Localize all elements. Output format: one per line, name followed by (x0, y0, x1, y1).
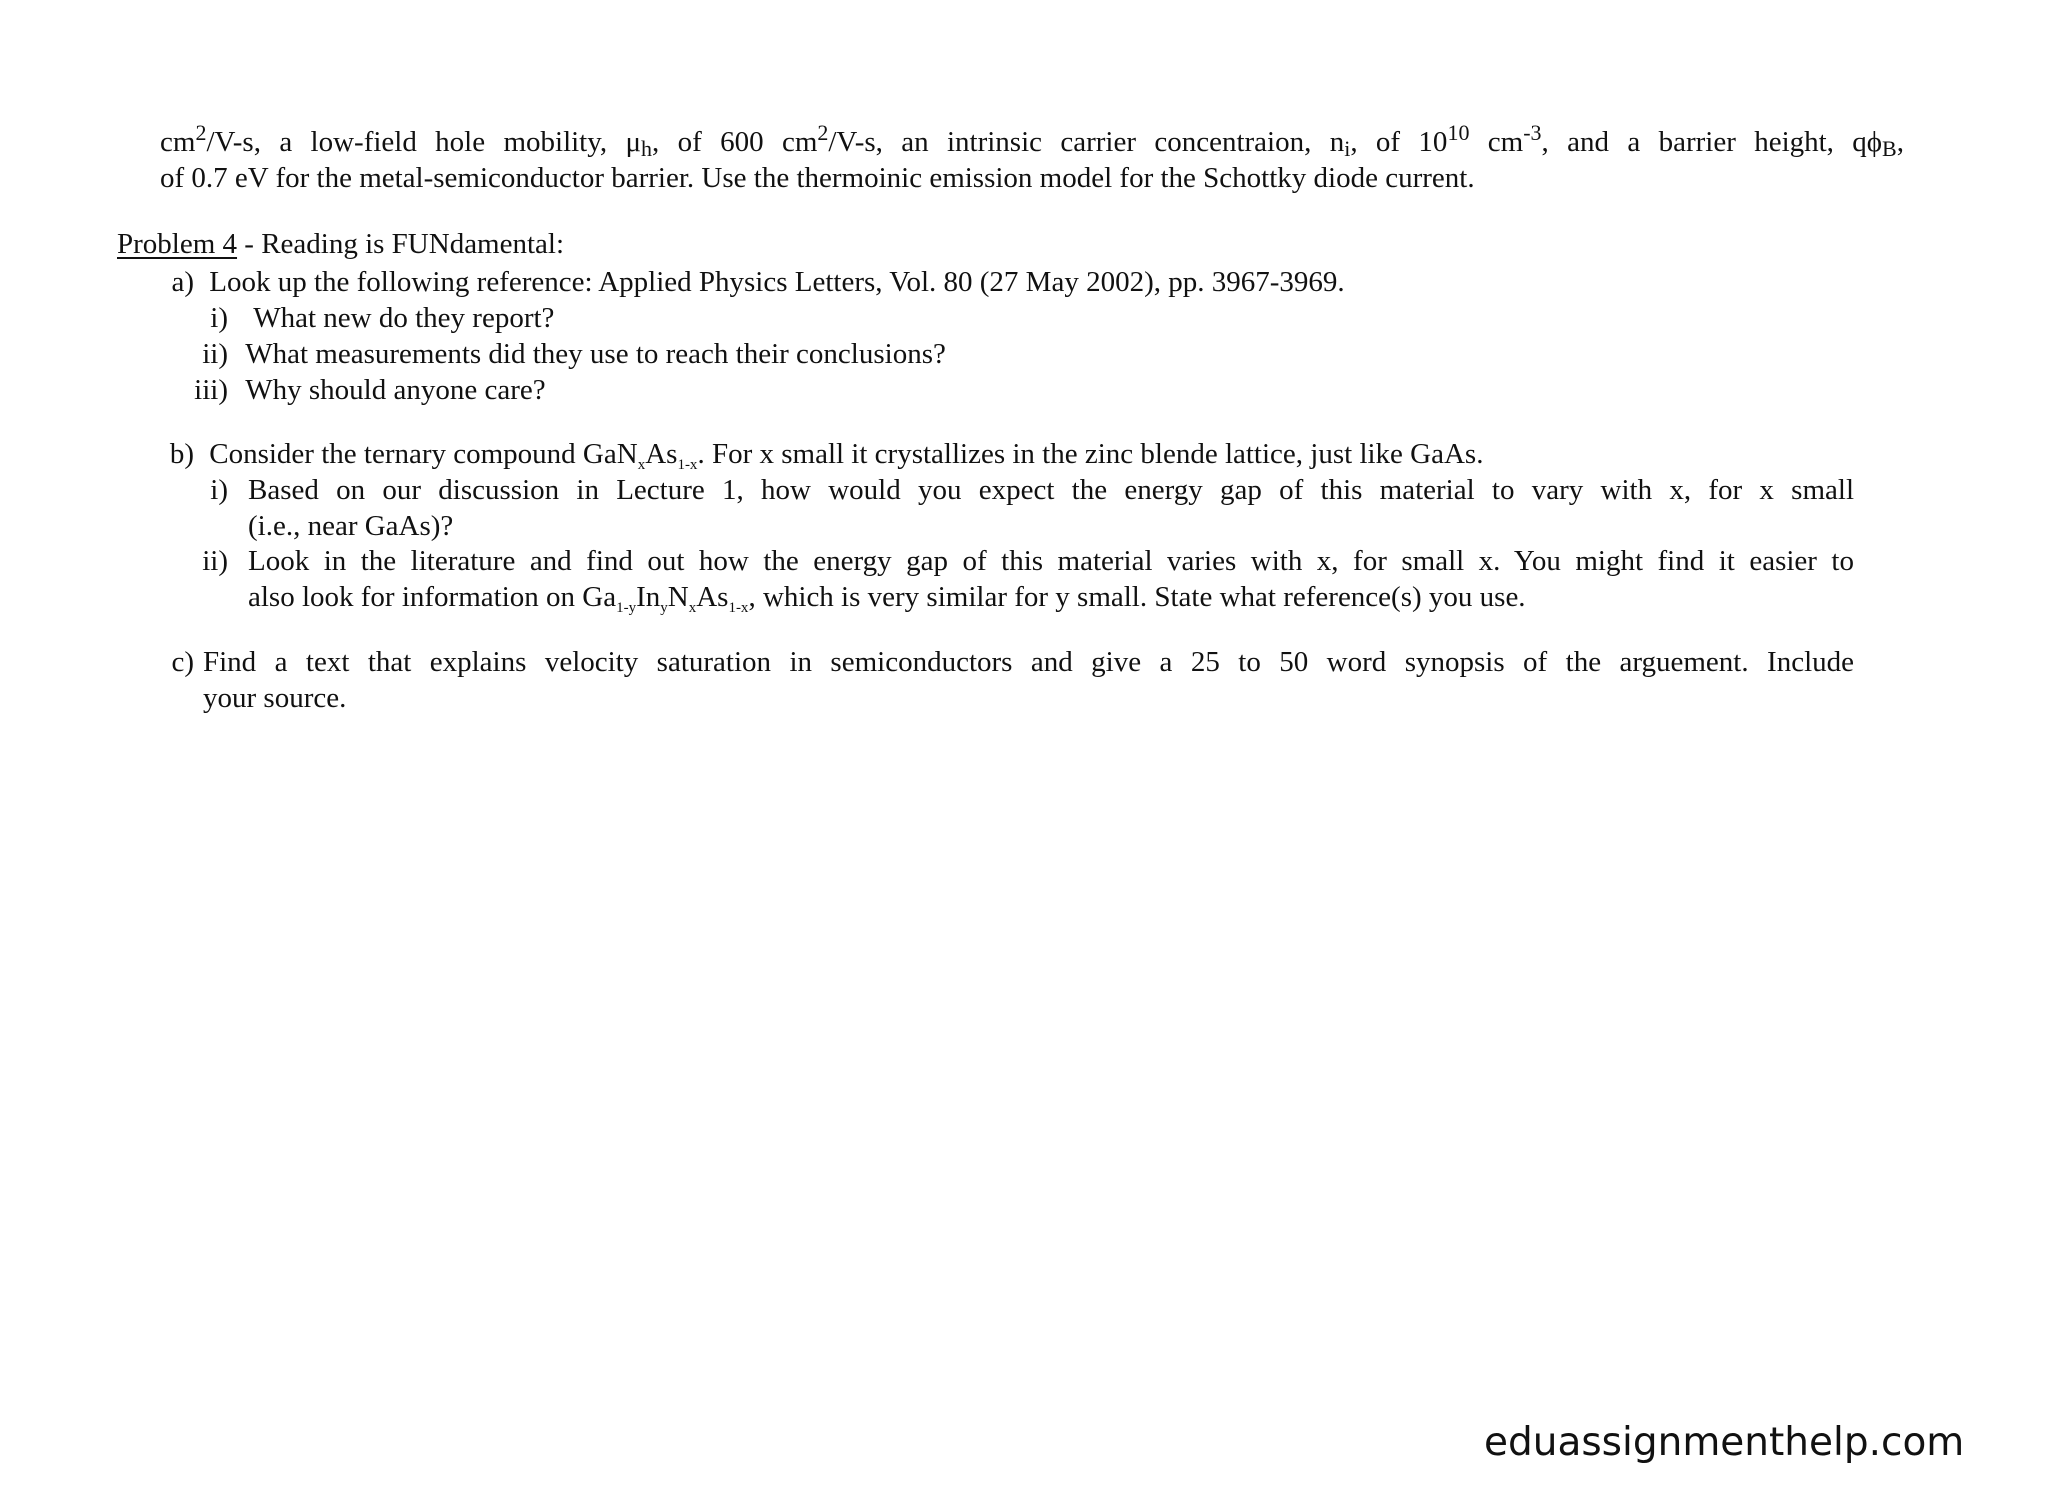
text-run: In (636, 581, 661, 613)
item-label: ii) (202, 545, 228, 577)
part-c-line-1: Find a text that explains velocity saturation in semiconductors and give a 25 to 50 word synopsis of the arguement. Include (203, 646, 1854, 678)
subscript: x (688, 600, 697, 616)
part-c-line-2: your source. (203, 682, 347, 714)
subscript: h (641, 136, 652, 161)
part-b-item-ii-line-1: Look in the literature and find out how the energy gap of this material varies with x, for small x. You might find it easier to (248, 545, 1854, 577)
item-label: iii) (194, 374, 228, 406)
text-run: As (696, 581, 729, 613)
part-a-item-ii (190, 336, 946, 372)
part-c (160, 644, 194, 680)
part-a-label: a) (171, 266, 194, 298)
intro-line-1 (160, 120, 1904, 161)
part-b-item-ii-line-2 (248, 579, 1526, 615)
part-b-label: b) (169, 438, 194, 470)
item-text: What measurements did they use to reach their conclusions? (245, 338, 946, 370)
text-run: /V-s, a low-field hole mobility, μ (206, 126, 641, 158)
subscript: 1-y (616, 600, 637, 616)
superscript: 2 (195, 120, 207, 145)
text-run: , which is very similar for y small. State what reference(s) you use. (748, 581, 1526, 613)
subscript: y (660, 600, 668, 616)
part-a (160, 264, 1345, 300)
part-b-item-i-line-2: (i.e., near GaAs)? (248, 510, 454, 542)
subscript: i (1344, 136, 1351, 161)
subscript: B (1882, 136, 1897, 161)
text-run: /V-s, an intrinsic carrier concentraion, n (828, 126, 1345, 158)
part-b-text (209, 438, 1484, 473)
part-a-text: Look up the following reference: Applied Physics Letters, Vol. 80 (27 May 2002), pp. 3967-3969. (209, 266, 1345, 298)
superscript: 2 (817, 120, 829, 145)
item-label: i) (210, 302, 228, 334)
part-b (160, 436, 1483, 472)
part-a-item-i (190, 300, 554, 336)
text-run: , of 600 cm (652, 126, 818, 158)
part-b-item-ii (190, 543, 228, 579)
text-run: As (645, 438, 678, 470)
subscript: x (637, 457, 646, 473)
text-run: cm (1469, 126, 1524, 158)
superscript: -3 (1523, 120, 1542, 145)
text-run: , and a barrier height, qϕ (1541, 126, 1883, 158)
part-c-label: c) (171, 646, 194, 678)
text-run: N (667, 581, 689, 613)
part-b-item-i (190, 472, 228, 508)
subscript: 1-x (677, 457, 698, 473)
text-run: . For x small it crystallizes in the zinc blende lattice, just like GaAs. (697, 438, 1484, 470)
text-run: , (1896, 126, 1904, 158)
text-run: also look for information on Ga (248, 581, 617, 613)
problem-number: Problem 4 (117, 228, 238, 260)
text-run: , of 10 (1350, 126, 1448, 158)
part-a-item-iii (190, 372, 546, 408)
part-b-item-i-line-1: Based on our discussion in Lecture 1, how would you expect the energy gap of this material to vary with x, for x small (248, 474, 1854, 506)
intro-line-2: of 0.7 eV for the metal-semiconductor barrier. Use the thermoinic emission model for the Schottky diode current. (160, 162, 1475, 194)
problem-subtitle: - Reading is FUNdamental: (237, 228, 565, 260)
superscript: 10 (1447, 120, 1470, 145)
item-label: ii) (202, 338, 228, 370)
subscript: 1-x (728, 600, 749, 616)
text-run: cm (160, 126, 196, 158)
item-text: Why should anyone care? (245, 374, 546, 406)
site-watermark: eduassignmenthelp.com (1484, 1420, 1965, 1465)
text-run: Consider the ternary compound GaN (209, 438, 638, 470)
problem-heading (117, 226, 564, 262)
item-text: What new do they report? (253, 302, 555, 334)
item-label: i) (210, 474, 228, 506)
